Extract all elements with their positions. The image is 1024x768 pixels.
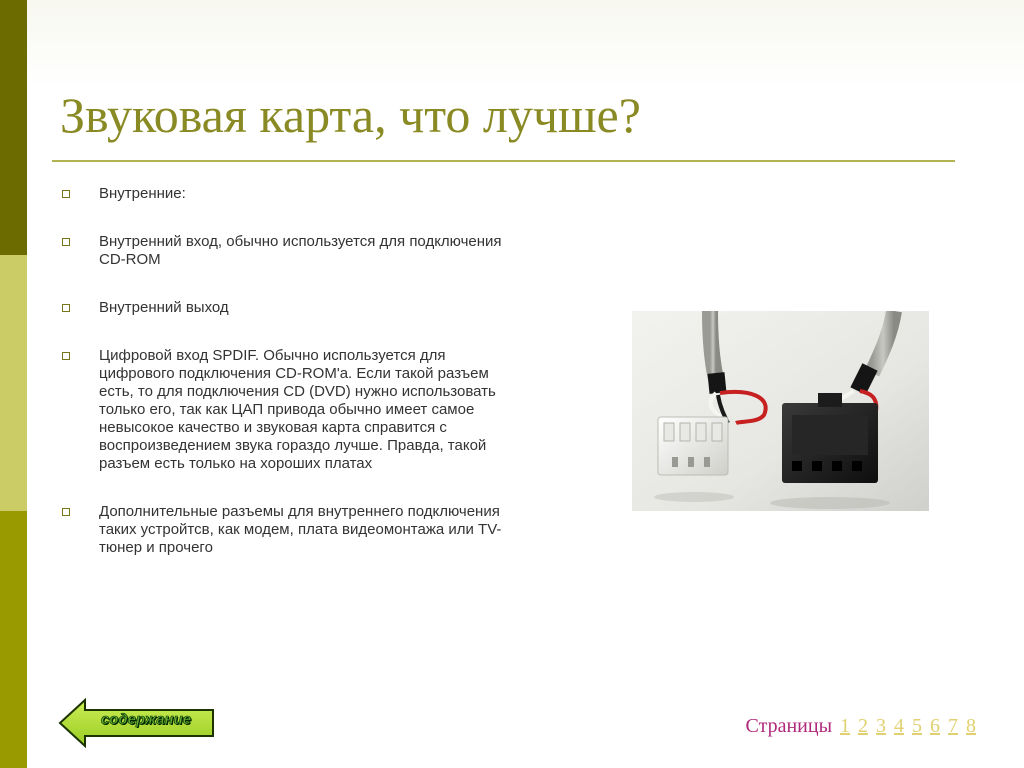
back-button-label: содержание — [100, 711, 192, 728]
bullet-text: Внутренний выход — [99, 299, 229, 316]
slide-title: Звуковая карта, что лучше? — [60, 87, 641, 143]
square-bullet-icon — [62, 238, 70, 246]
bullet-text: Внутренний вход, обычно используется для подключения CD-ROM — [99, 233, 502, 268]
square-bullet-icon — [62, 190, 70, 198]
page-link-3[interactable]: 3 — [876, 715, 886, 737]
bullet-item — [62, 503, 502, 557]
bullet-item — [62, 185, 502, 203]
page-link-6[interactable]: 6 — [930, 715, 940, 737]
back-to-contents-button[interactable] — [58, 698, 216, 748]
page-link-4[interactable]: 4 — [894, 715, 904, 737]
bullet-text: Дополнительные разъемы для внутреннего подключения таких устройтсв, как модем, плата видеомонтажа или TV-тюнер и прочего — [99, 503, 502, 556]
square-bullet-icon — [62, 304, 70, 312]
bullet-item — [62, 347, 502, 473]
pages-label: Страницы — [745, 715, 832, 737]
bullet-item — [62, 299, 502, 317]
title-divider — [52, 160, 955, 162]
page-link-2[interactable]: 2 — [858, 715, 868, 737]
page-link-7[interactable]: 7 — [948, 715, 958, 737]
bullet-text: Цифровой вход SPDIF. Обычно используется для цифрового подключения CD-ROM'a. Если такой разъем есть, то для подключения CD (DVD) нужно использовать только его, так как ЦАП привода обычно имеет самое невысокое качество и звуковая карта справится с воспроизведением звука гораздо лучше. Правда, такой разъем есть только на хороших платах — [99, 347, 496, 472]
bullet-item — [62, 233, 502, 269]
page-link-1[interactable]: 1 — [840, 715, 850, 737]
connector-cables-photo — [632, 311, 929, 511]
bullet-list — [62, 185, 502, 557]
stripe-segment-bottom — [0, 511, 27, 768]
left-decorative-stripe — [0, 0, 27, 768]
header-background — [27, 0, 1024, 90]
stripe-segment-top — [0, 0, 27, 255]
page-link-8[interactable]: 8 — [966, 715, 976, 737]
square-bullet-icon — [62, 508, 70, 516]
page-navigation — [746, 713, 976, 739]
page-link-5[interactable]: 5 — [912, 715, 922, 737]
square-bullet-icon — [62, 352, 70, 360]
stripe-segment-middle — [0, 255, 27, 511]
bullet-text: Внутренние: — [99, 185, 186, 202]
